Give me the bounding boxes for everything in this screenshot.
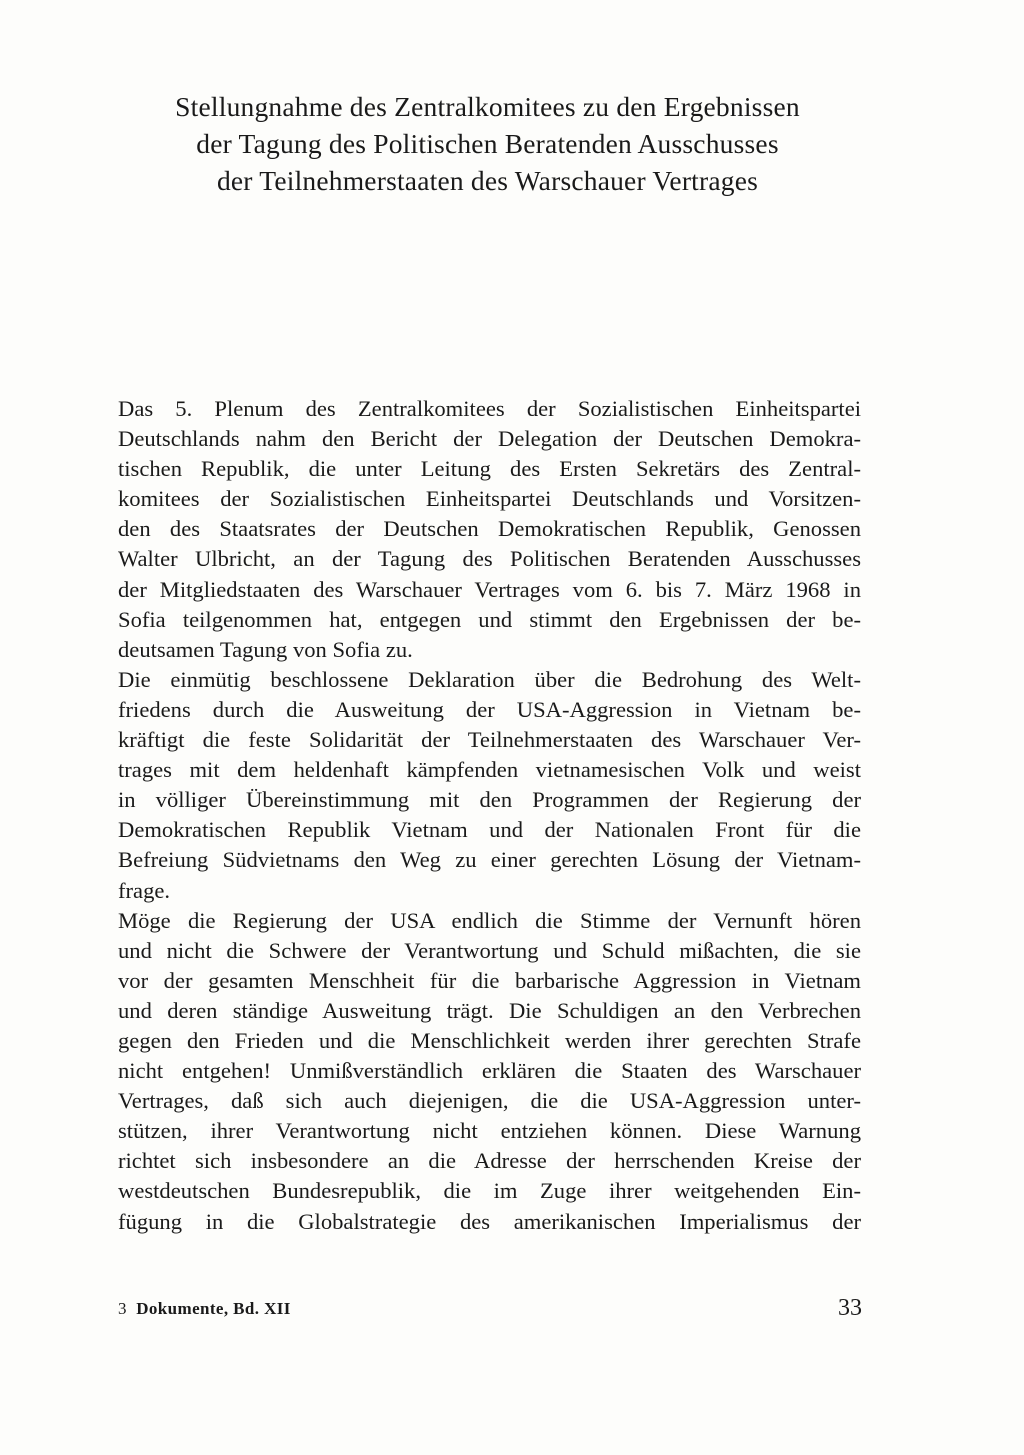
body-text — [118, 394, 861, 1237]
text-line: Befreiung Südvietnams den Weg zu einer gerechten Lösung der Vietnam- — [118, 847, 861, 873]
text-line: in völliger Übereinstimmung mit den Programmen der Regierung der — [118, 787, 861, 813]
title-line: Stellungnahme des Zentralkomitees zu den Ergebnissen — [175, 91, 800, 122]
page-number: 33 — [838, 1295, 862, 1321]
text-line: Möge die Regierung der USA endlich die Stimme der Vernunft hören — [118, 907, 861, 933]
text-line: fügung in die Globalstrategie des amerikanischen Imperialismus der — [118, 1208, 861, 1234]
text-line: nicht entgehen! Unmißverständlich erklären die Staaten des Warschauer — [118, 1058, 861, 1084]
text-line: und nicht die Schwere der Verantwortung und Schuld mißachten, die sie — [118, 937, 861, 963]
text-line: Vertrages, daß sich auch diejenigen, die die USA-Aggression unter- — [118, 1088, 861, 1114]
page-title — [100, 88, 875, 199]
text-line: trages mit dem heldenhaft kämpfenden vietnamesischen Volk und weist — [118, 757, 861, 783]
text-line: der Mitgliedstaaten des Warschauer Vertrages vom 6. bis 7. März 1968 in — [118, 576, 861, 602]
text-line: Demokratischen Republik Vietnam und der Nationalen Front für die — [118, 817, 861, 843]
signature-number: 3 — [118, 1299, 127, 1318]
text-line: Deutschlands nahm den Bericht der Delegation der Deutschen Demokra- — [118, 426, 861, 452]
text-line: komitees der Sozialistischen Einheitspartei Deutschlands und Vorsitzen- — [118, 486, 861, 512]
text-line: kräftigt die feste Solidarität der Teilnehmerstaaten des Warschauer Ver- — [118, 727, 861, 753]
text-line: vor der gesamten Menschheit für die barbarische Aggression in Vietnam — [118, 967, 861, 993]
text-line: richtet sich insbesondere an die Adresse der herrschenden Kreise der — [118, 1148, 861, 1174]
text-line: Das 5. Plenum des Zentralkomitees der Sozialistischen Einheitspartei — [118, 396, 861, 421]
text-line: friedens durch die Ausweitung der USA-Aggression in Vietnam be- — [118, 696, 861, 722]
text-line: Die einmütig beschlossene Deklaration über die Bedrohung des Welt- — [118, 666, 861, 692]
text-line: und deren ständige Ausweitung trägt. Die Schuldigen an den Verbrechen — [118, 997, 861, 1023]
text-line: frage. — [118, 877, 171, 903]
text-line: stützen, ihrer Verantwortung nicht entziehen können. Diese Warnung — [118, 1118, 861, 1144]
text-line: gegen den Frieden und die Menschlichkeit werden ihrer gerechten Strafe — [118, 1027, 861, 1053]
text-line: Sofia teilgenommen hat, entgegen und stimmt den Ergebnissen der be- — [118, 606, 861, 632]
paragraph-3 — [118, 906, 861, 1237]
title-line: der Tagung des Politischen Beratenden Ausschusses — [196, 128, 779, 159]
text-line: tischen Republik, die unter Leitung des Ersten Sekretärs des Zentral- — [118, 456, 861, 482]
text-line: westdeutschen Bundesrepublik, die im Zuge ihrer weitgehenden Ein- — [118, 1178, 861, 1204]
paragraph-1 — [118, 394, 861, 665]
paragraph-2 — [118, 665, 861, 906]
signature-mark — [118, 1298, 291, 1320]
text-line: deutsamen Tagung von Sofia zu. — [118, 636, 413, 662]
signature-text: Dokumente, Bd. XII — [136, 1299, 291, 1318]
text-line: den des Staatsrates der Deutschen Demokratischen Republik, Genossen — [118, 516, 861, 542]
title-line: der Teilnehmerstaaten des Warschauer Vertrages — [216, 165, 759, 196]
text-line: Walter Ulbricht, an der Tagung des Politischen Beratenden Ausschusses — [118, 546, 861, 572]
